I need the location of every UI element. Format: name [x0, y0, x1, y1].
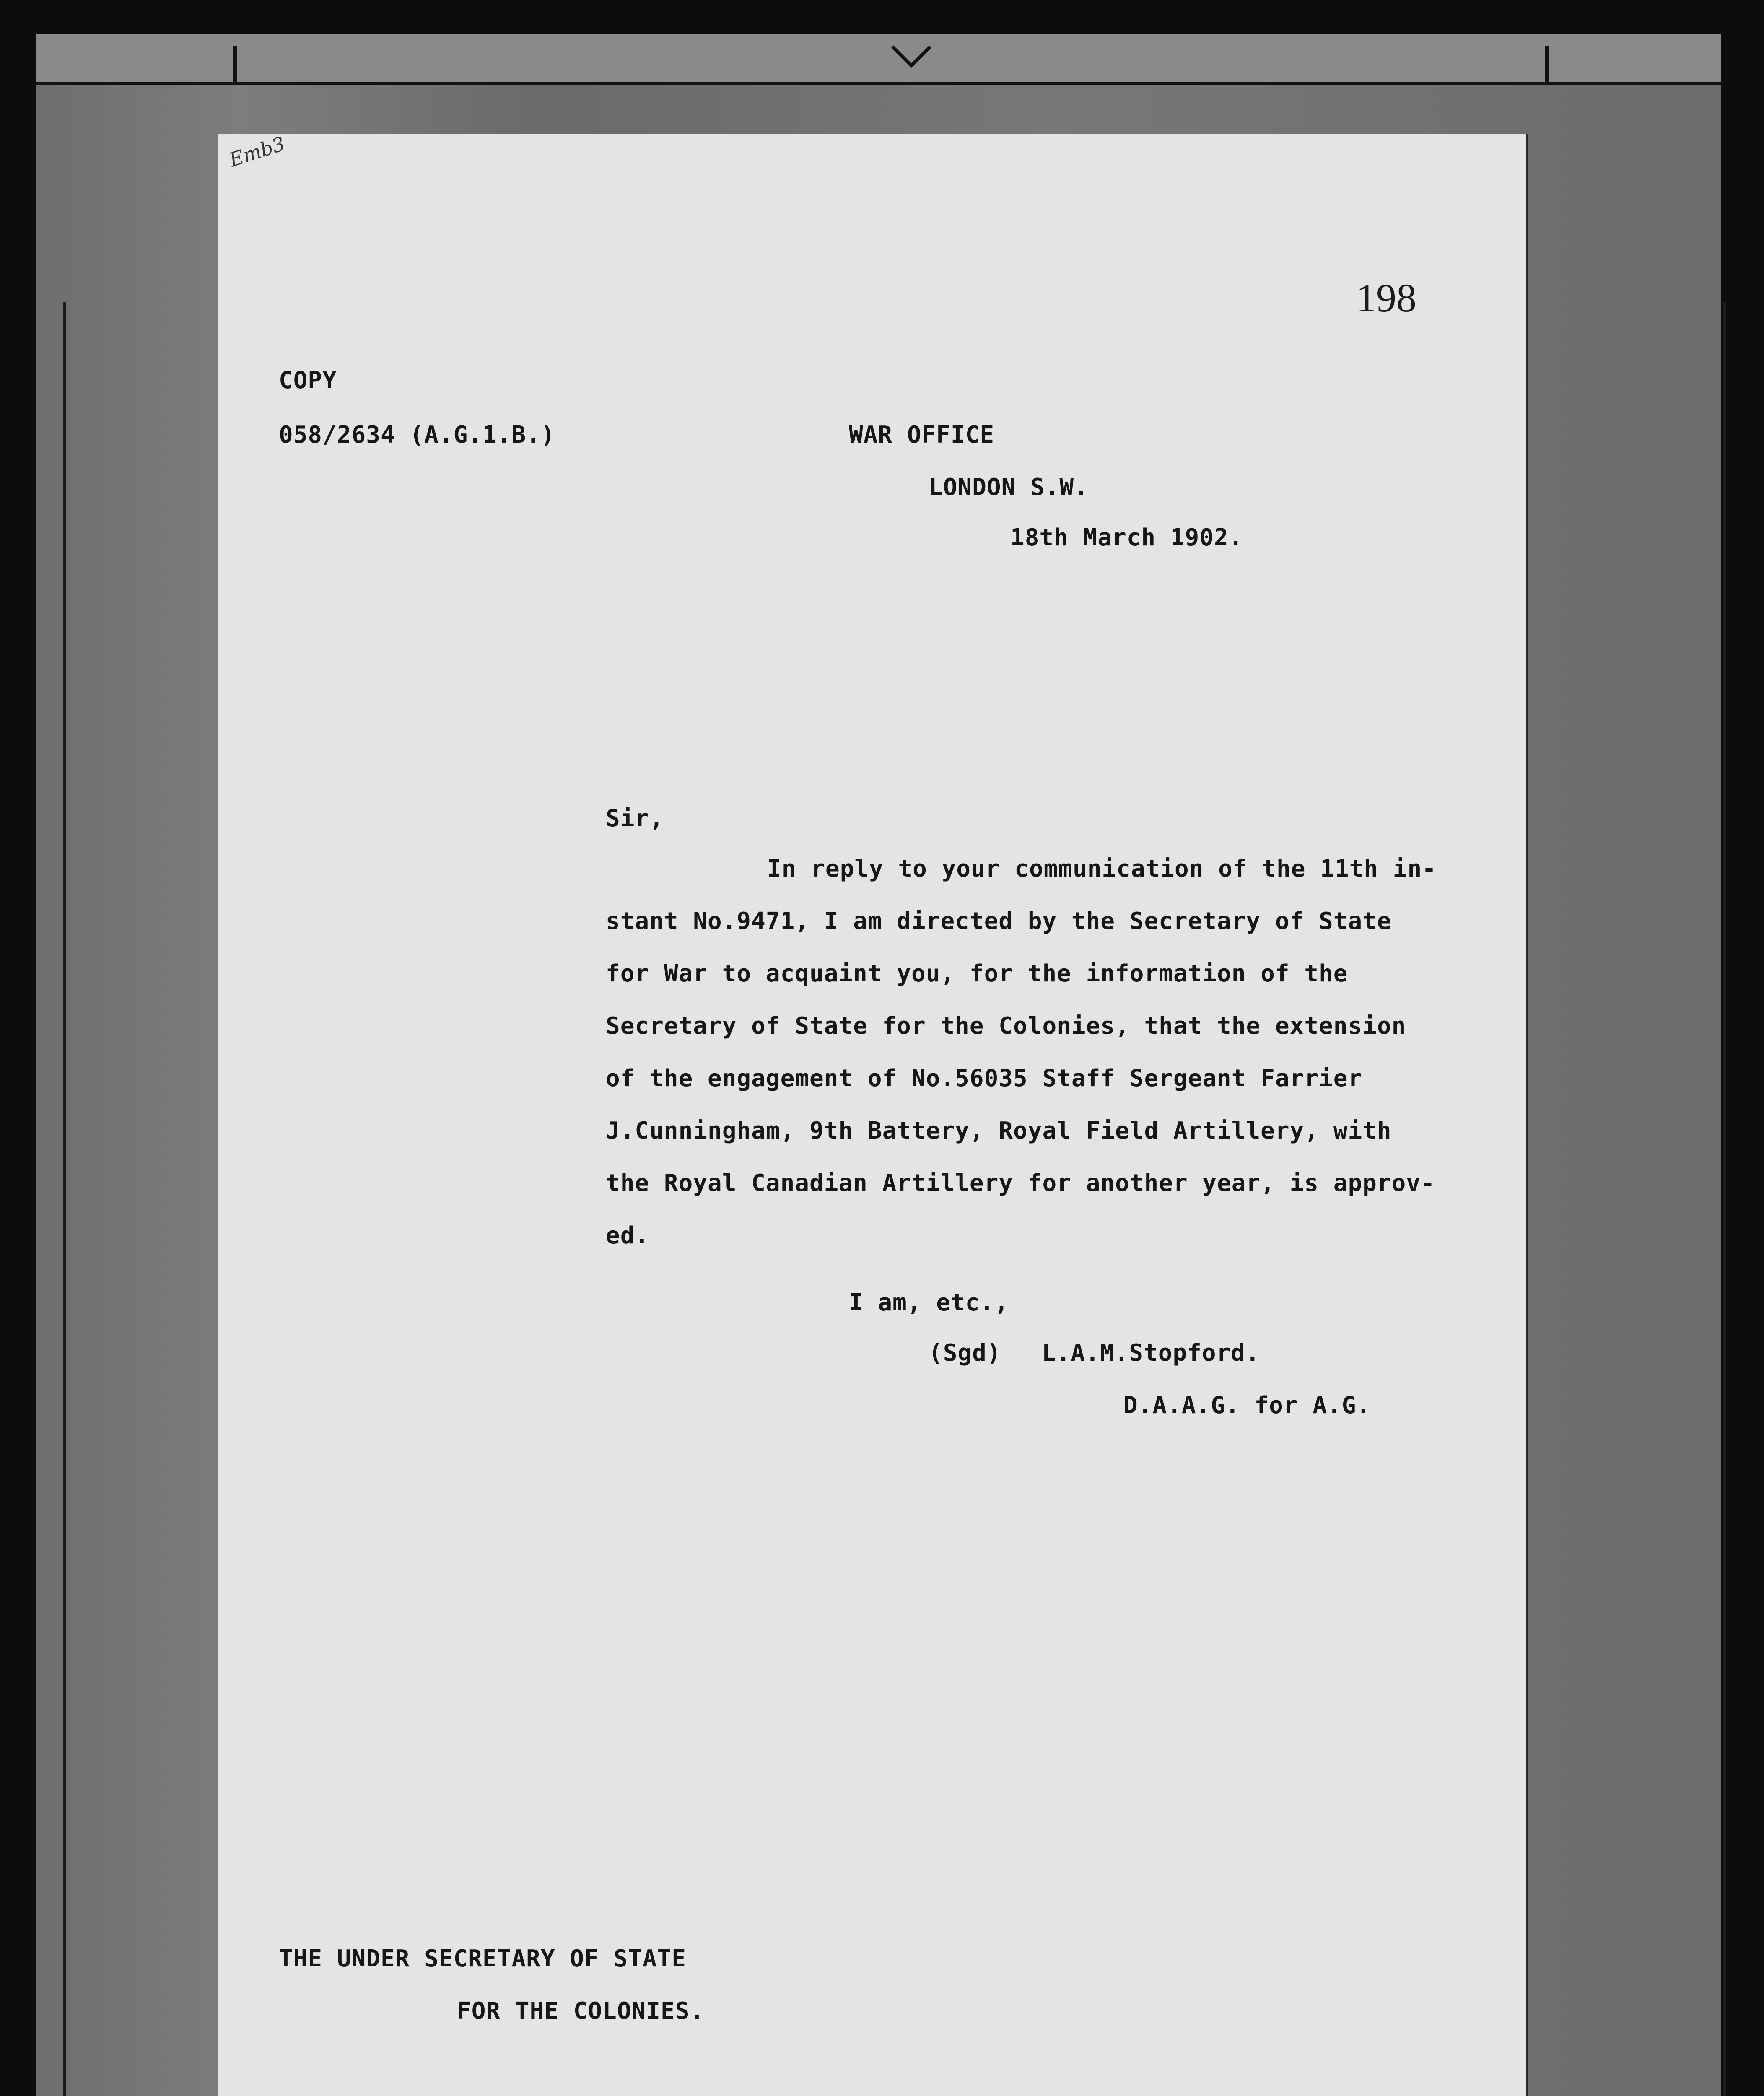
body-line-2: stant No.9471, I am directed by the Secretary of State: [606, 908, 1392, 935]
body-line-5: of the engagement of No.56035 Staff Sergeant Farrier: [606, 1065, 1363, 1092]
signature-name: L.A.M.Stopford.: [1042, 1339, 1260, 1367]
frame-tick-left: [233, 46, 237, 84]
sender-office: WAR OFFICE: [849, 421, 995, 449]
frame-line-left: [63, 302, 66, 2096]
salutation: Sir,: [606, 805, 664, 832]
frame-line-right: [1723, 302, 1726, 2096]
pencil-annotation: Emb3: [226, 132, 288, 171]
frame-tick-right: [1545, 46, 1549, 84]
letter-date: 18th March 1902.: [1010, 524, 1243, 551]
body-line-1: In reply to your communication of the 11th in-: [767, 855, 1437, 882]
signature-prefix: (Sgd): [929, 1339, 1001, 1367]
signature-title: D.A.A.G. for A.G.: [1123, 1392, 1371, 1419]
film-top-strip: [36, 34, 1721, 87]
body-line-8: ed.: [606, 1222, 650, 1249]
body-line-3: for War to acquaint you, for the information of the: [606, 960, 1348, 987]
body-line-7: the Royal Canadian Artillery for another year, is approv-: [606, 1170, 1435, 1197]
addressee-line-1: THE UNDER SECRETARY OF STATE: [279, 1945, 687, 1972]
reference-number: 058/2634 (A.G.1.B.): [279, 421, 555, 449]
closing: I am, etc.,: [849, 1289, 1009, 1316]
sender-location: LONDON S.W.: [929, 474, 1089, 501]
page-number: 198: [1356, 275, 1416, 320]
frame-line-top: [36, 82, 1721, 85]
body-line-4: Secretary of State for the Colonies, that the extension: [606, 1012, 1406, 1040]
copy-label: COPY: [279, 367, 337, 394]
addressee-line-2: FOR THE COLONIES.: [457, 1997, 705, 2025]
body-line-6: J.Cunningham, 9th Battery, Royal Field Artillery, with: [606, 1117, 1392, 1144]
